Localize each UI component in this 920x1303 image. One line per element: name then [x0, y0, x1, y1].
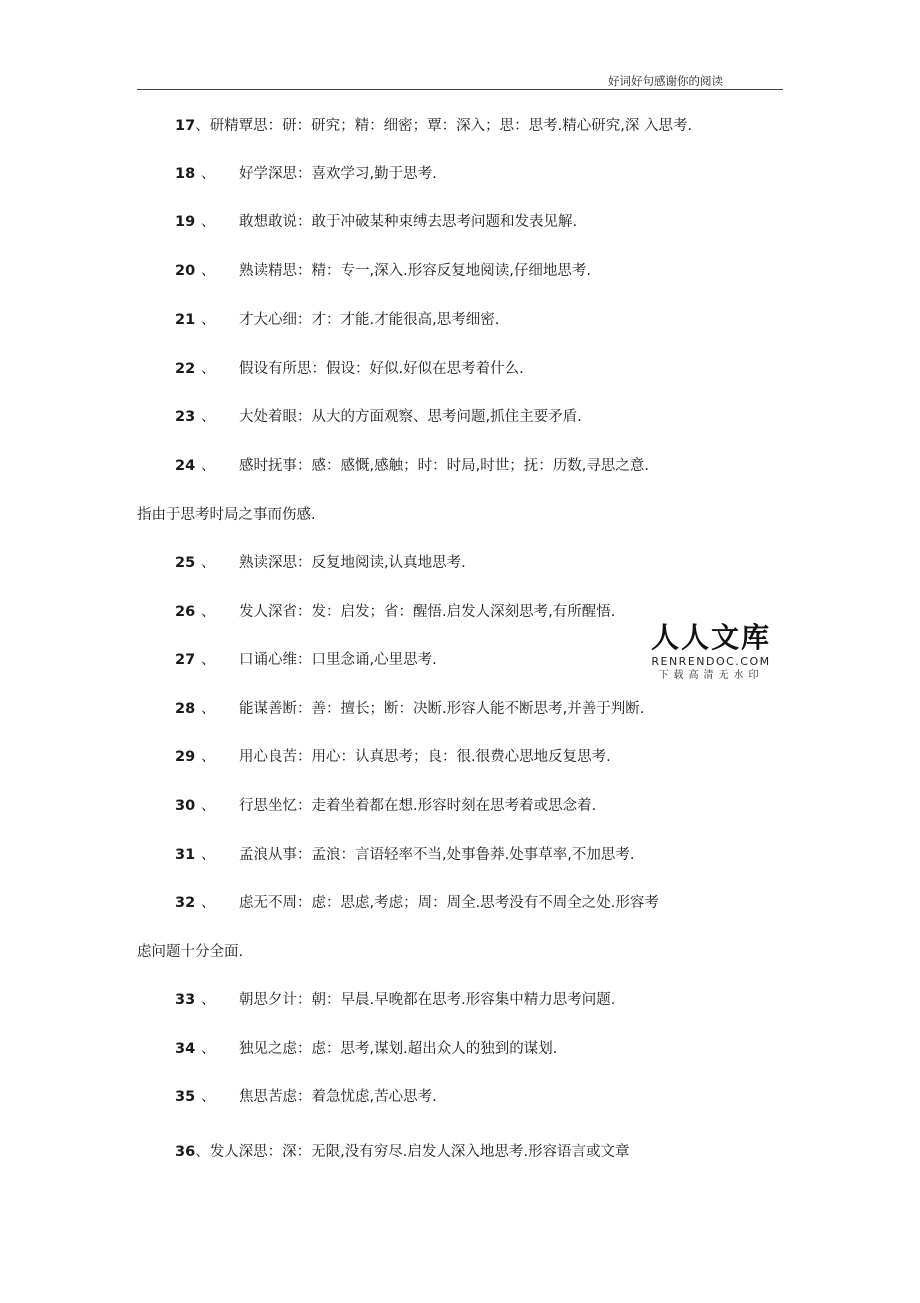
entry-number: 24: [175, 458, 196, 474]
entry-text: 才大心细：才：才能.才能很高,思考细密.: [239, 312, 500, 328]
page-header: [137, 70, 783, 90]
entry-separator: 、: [201, 701, 216, 717]
entry-separator: 、: [201, 652, 216, 668]
entry-text: 孟浪从事：孟浪：言语轻率不当,处事鲁莽.处事草率,不加思考.: [239, 847, 635, 863]
header-title: 好词好句感谢你的阅读: [608, 74, 723, 88]
entry-number: 23: [175, 409, 196, 425]
entry-separator: 、: [201, 895, 216, 911]
entry-separator: 、: [201, 214, 216, 230]
entry-text: 大处着眼：从大的方面观察、思考问题,抓住主要矛盾.: [239, 409, 582, 425]
entry-number: 34: [175, 1041, 196, 1057]
entry-30: [175, 794, 596, 818]
entry-23: [175, 405, 582, 429]
entry-number: 35: [175, 1089, 196, 1105]
entry-text: 焦思苦虑：着急忧虑,苦心思考.: [239, 1089, 437, 1105]
entry-35: [175, 1085, 437, 1109]
entry-text: 行思坐忆：走着坐着都在想.形容时刻在思考着或思念着.: [239, 798, 597, 814]
entry-17: [175, 114, 692, 138]
entry-separator: 、: [201, 847, 216, 863]
entry-separator: 、: [201, 458, 216, 474]
entry-text: 敢想敢说：敢于冲破某种束缚去思考问题和发表见解.: [239, 214, 578, 230]
watermark-title: 人人文库: [650, 621, 771, 654]
watermark-url: RENRENDOC.COM: [651, 655, 771, 668]
entry-number: 36: [175, 1144, 196, 1160]
watermark-subtitle: 下载高清无水印: [658, 670, 764, 681]
entry-separator: 、: [201, 312, 216, 328]
entry-text: 好学深思：喜欢学习,勤于思考.: [239, 166, 437, 182]
entry-number: 20: [175, 263, 196, 279]
entry-text: 假设有所思：假设：好似.好似在思考着什么.: [239, 361, 524, 377]
entry-text: 能谋善断：善：擅长；断：决断.形容人能不断思考,并善于判断.: [239, 701, 645, 717]
entry-text: 发人深思：深：无限,没有穷尽.启发人深入地思考.形容语言或文章: [209, 1144, 630, 1160]
entry-separator: 、: [201, 798, 216, 814]
entry-text: 熟读精思：精：专一,深入.形容反复地阅读,仔细地思考.: [239, 263, 591, 279]
entry-31: [175, 843, 634, 867]
entry-19: [175, 210, 577, 234]
entry-text: 感时抚事：感：感慨,感触；时：时局,时世；抚：历数,寻思之意.: [239, 458, 649, 474]
entry-29: [175, 745, 611, 769]
entry-separator: 、: [201, 166, 216, 182]
entry-separator: 、: [201, 749, 216, 765]
entry-separator: 、: [201, 1041, 216, 1057]
entry-separator: 、: [201, 263, 216, 279]
entry-32-continuation: 虑问题十分全面.: [137, 944, 244, 960]
entry-separator: 、: [195, 118, 210, 134]
entry-text: 熟读深思：反复地阅读,认真地思考.: [239, 555, 466, 571]
entry-number: 22: [175, 361, 196, 377]
entry-21: [175, 308, 499, 332]
entry-number: 31: [175, 847, 196, 863]
entry-number: 26: [175, 604, 196, 620]
entry-text: 口诵心维：口里念诵,心里思考.: [239, 652, 437, 668]
entry-number: 27: [175, 652, 196, 668]
entry-number: 29: [175, 749, 196, 765]
entry-number: 33: [175, 992, 196, 1008]
entry-number: 17: [175, 118, 196, 134]
entry-36: [175, 1140, 630, 1164]
entry-27: [175, 648, 437, 672]
entry-number: 30: [175, 798, 196, 814]
entry-34: [175, 1037, 557, 1061]
entry-20: [175, 259, 591, 283]
entry-26: [175, 600, 615, 624]
entry-text: 发人深省：发：启发；省：醒悟.启发人深刻思考,有所醒悟.: [239, 604, 616, 620]
entry-number: 25: [175, 555, 196, 571]
entry-text: 朝思夕计：朝：早晨.早晚都在思考.形容集中精力思考问题.: [239, 992, 616, 1008]
entry-separator: 、: [201, 604, 216, 620]
entry-22: [175, 357, 524, 381]
entry-number: 28: [175, 701, 196, 717]
watermark-logo: [646, 621, 776, 685]
entry-separator: 、: [201, 409, 216, 425]
entry-separator: 、: [195, 1144, 210, 1160]
entry-number: 32: [175, 895, 196, 911]
entry-33: [175, 988, 615, 1012]
entry-text: 用心良苦：用心：认真思考；良：很.很费心思地反复思考.: [239, 749, 611, 765]
entry-text: 独见之虑：虑：思考,谋划.超出众人的独到的谋划.: [239, 1041, 558, 1057]
entry-24-continuation: 指由于思考时局之事而伤感.: [137, 507, 316, 523]
entry-28: [175, 697, 644, 721]
entry-separator: 、: [201, 992, 216, 1008]
entry-18: [175, 162, 437, 186]
entry-separator: 、: [201, 555, 216, 571]
entry-number: 18: [175, 166, 196, 182]
entry-25: [175, 551, 466, 575]
entry-separator: 、: [201, 361, 216, 377]
entry-text: 虑无不周：虑：思虑,考虑；周：周全.思考没有不周全之处.形容考: [239, 895, 659, 911]
entry-number: 19: [175, 214, 196, 230]
entry-separator: 、: [201, 1089, 216, 1105]
entry-number: 21: [175, 312, 196, 328]
entry-24: [175, 454, 649, 478]
entry-text: 研精覃思：研：研究；精：细密；覃：深入；思：思考.精心研究,深 入思考.: [209, 118, 693, 134]
entry-32: [175, 891, 659, 915]
